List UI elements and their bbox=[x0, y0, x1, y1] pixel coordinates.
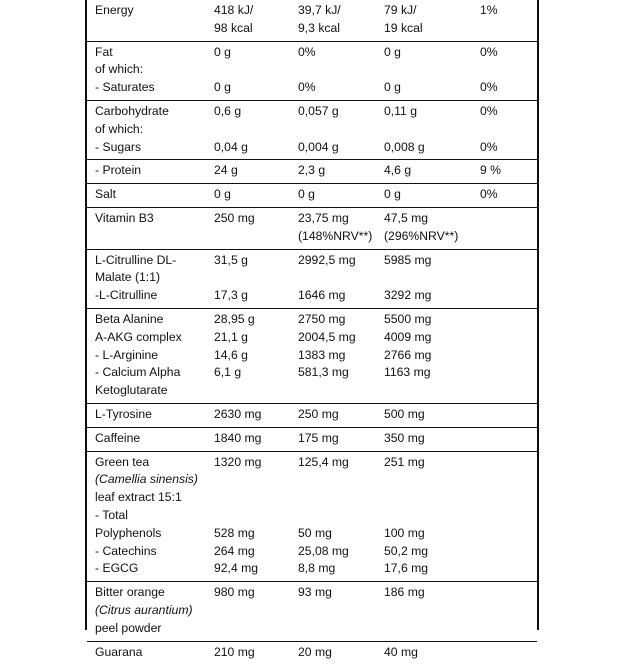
nutrient-name-cell: - Sugars bbox=[87, 139, 214, 157]
nutrient-name-cell: of which: bbox=[87, 61, 214, 79]
value-per-100g-cell: 0,6 g bbox=[214, 103, 298, 121]
nutrient-name-cell bbox=[87, 228, 214, 246]
value-per-serving-cell: 39,7 kJ/ bbox=[298, 2, 384, 20]
reference-intake-cell bbox=[480, 507, 530, 525]
reference-intake-cell bbox=[480, 121, 530, 139]
nutrient-name-cell: - Total bbox=[87, 507, 214, 525]
table-row bbox=[87, 269, 537, 287]
value-per-two-servings-cell bbox=[384, 507, 480, 525]
value-per-two-servings-cell bbox=[384, 620, 480, 638]
table-row bbox=[87, 228, 537, 246]
table-row bbox=[87, 2, 537, 20]
table-row-group bbox=[87, 427, 537, 451]
nutrient-name-cell: Guarana bbox=[87, 644, 214, 662]
value-per-two-servings-cell: (296%NRV**) bbox=[384, 228, 480, 246]
table-row bbox=[87, 139, 537, 157]
table-row-group bbox=[87, 308, 537, 403]
value-per-serving-cell: 8,8 mg bbox=[298, 560, 384, 578]
value-per-serving-cell: 1383 mg bbox=[298, 347, 384, 365]
reference-intake-cell: 0% bbox=[480, 79, 530, 97]
table-row-group bbox=[87, 451, 537, 582]
table-row bbox=[87, 364, 537, 382]
nutrient-name-cell: leaf extract 15:1 bbox=[87, 489, 214, 507]
nutrient-name-cell: Caffeine bbox=[87, 430, 214, 448]
table-row-group bbox=[87, 159, 537, 183]
value-per-serving-cell: 250 mg bbox=[298, 406, 384, 424]
value-per-serving-cell: 0,004 g bbox=[298, 139, 384, 157]
value-per-100g-cell: 0 g bbox=[214, 79, 298, 97]
table-row-group bbox=[87, 207, 537, 249]
reference-intake-cell bbox=[480, 525, 530, 543]
table-row bbox=[87, 79, 537, 97]
nutrient-name-cell: - L-Arginine bbox=[87, 347, 214, 365]
value-per-two-servings-cell: 0,11 g bbox=[384, 103, 480, 121]
value-per-two-servings-cell: 0 g bbox=[384, 44, 480, 62]
value-per-serving-cell bbox=[298, 61, 384, 79]
value-per-serving-cell: 0% bbox=[298, 79, 384, 97]
table-row bbox=[87, 430, 537, 448]
reference-intake-cell bbox=[480, 364, 530, 382]
table-row bbox=[87, 210, 537, 228]
table-row bbox=[87, 121, 537, 139]
nutrient-name-cell: - Catechins bbox=[87, 543, 214, 561]
value-per-100g-cell: 24 g bbox=[214, 162, 298, 180]
value-per-100g-cell: 21,1 g bbox=[214, 329, 298, 347]
nutrient-name-cell: Green tea bbox=[87, 454, 214, 472]
value-per-100g-cell: 264 mg bbox=[214, 543, 298, 561]
nutrient-name-cell: Bitter orange bbox=[87, 584, 214, 602]
reference-intake-cell bbox=[480, 20, 530, 38]
value-per-two-servings-cell bbox=[384, 61, 480, 79]
table-row bbox=[87, 602, 537, 620]
value-per-100g-cell: 0 g bbox=[214, 44, 298, 62]
reference-intake-cell bbox=[480, 311, 530, 329]
nutrient-name-cell: Energy bbox=[87, 2, 214, 20]
value-per-two-servings-cell: 1163 mg bbox=[384, 364, 480, 382]
reference-intake-cell bbox=[480, 210, 530, 228]
table-row bbox=[87, 347, 537, 365]
value-per-100g-cell bbox=[214, 602, 298, 620]
value-per-100g-cell: 92,4 mg bbox=[214, 560, 298, 578]
table-row bbox=[87, 162, 537, 180]
value-per-two-servings-cell: 50,2 mg bbox=[384, 543, 480, 561]
value-per-100g-cell bbox=[214, 228, 298, 246]
table-row bbox=[87, 525, 537, 543]
value-per-serving-cell bbox=[298, 121, 384, 139]
value-per-two-servings-cell: 500 mg bbox=[384, 406, 480, 424]
nutrient-name-cell: L-Tyrosine bbox=[87, 406, 214, 424]
table-row bbox=[87, 471, 537, 489]
value-per-100g-cell bbox=[214, 471, 298, 489]
value-per-100g-cell: 250 mg bbox=[214, 210, 298, 228]
table-row bbox=[87, 287, 537, 305]
value-per-two-servings-cell: 40 mg bbox=[384, 644, 480, 662]
reference-intake-cell bbox=[480, 382, 530, 400]
table-row-group bbox=[87, 581, 537, 640]
value-per-100g-cell: 0 g bbox=[214, 186, 298, 204]
reference-intake-cell bbox=[480, 287, 530, 305]
value-per-100g-cell bbox=[214, 489, 298, 507]
table-row bbox=[87, 560, 537, 578]
nutrient-name-cell: L-Citrulline DL- bbox=[87, 252, 214, 270]
value-per-two-servings-cell: 251 mg bbox=[384, 454, 480, 472]
nutrient-name-cell bbox=[87, 20, 214, 38]
value-per-two-servings-cell: 79 kJ/ bbox=[384, 2, 480, 20]
value-per-100g-cell bbox=[214, 507, 298, 525]
table-row bbox=[87, 454, 537, 472]
value-per-two-servings-cell bbox=[384, 382, 480, 400]
nutrient-name-cell: (Citrus aurantium) bbox=[87, 602, 214, 620]
reference-intake-cell bbox=[480, 347, 530, 365]
value-per-serving-cell: 2,3 g bbox=[298, 162, 384, 180]
value-per-two-servings-cell: 17,6 mg bbox=[384, 560, 480, 578]
value-per-two-servings-cell bbox=[384, 121, 480, 139]
nutrition-table bbox=[85, 0, 539, 630]
reference-intake-cell bbox=[480, 543, 530, 561]
value-per-serving-cell bbox=[298, 471, 384, 489]
nutrient-name-cell: (Camellia sinensis) bbox=[87, 471, 214, 489]
reference-intake-cell bbox=[480, 430, 530, 448]
value-per-two-servings-cell: 5985 mg bbox=[384, 252, 480, 270]
nutrient-name-cell: - EGCG bbox=[87, 560, 214, 578]
nutrient-name-cell: -L-Citrulline bbox=[87, 287, 214, 305]
value-per-serving-cell: 25,08 mg bbox=[298, 543, 384, 561]
value-per-100g-cell bbox=[214, 269, 298, 287]
value-per-100g-cell: 0,04 g bbox=[214, 139, 298, 157]
value-per-serving-cell: 9,3 kcal bbox=[298, 20, 384, 38]
nutrient-name-cell: Polyphenols bbox=[87, 525, 214, 543]
value-per-100g-cell: 17,3 g bbox=[214, 287, 298, 305]
table-row-group bbox=[87, 0, 537, 41]
value-per-two-servings-cell: 2766 mg bbox=[384, 347, 480, 365]
value-per-two-servings-cell bbox=[384, 471, 480, 489]
table-row-group bbox=[87, 403, 537, 427]
value-per-two-servings-cell: 4009 mg bbox=[384, 329, 480, 347]
value-per-serving-cell bbox=[298, 620, 384, 638]
value-per-two-servings-cell: 5500 mg bbox=[384, 311, 480, 329]
value-per-100g-cell: 2630 mg bbox=[214, 406, 298, 424]
nutrient-name-cell: Salt bbox=[87, 186, 214, 204]
reference-intake-cell: 0% bbox=[480, 44, 530, 62]
reference-intake-cell bbox=[480, 61, 530, 79]
table-row bbox=[87, 489, 537, 507]
value-per-100g-cell bbox=[214, 61, 298, 79]
nutrient-name-cell: peel powder bbox=[87, 620, 214, 638]
table-row bbox=[87, 61, 537, 79]
value-per-serving-cell: 0,057 g bbox=[298, 103, 384, 121]
value-per-serving-cell: 2004,5 mg bbox=[298, 329, 384, 347]
value-per-two-servings-cell bbox=[384, 602, 480, 620]
value-per-two-servings-cell: 0 g bbox=[384, 79, 480, 97]
reference-intake-cell: 9 % bbox=[480, 162, 530, 180]
reference-intake-cell bbox=[480, 644, 530, 662]
value-per-serving-cell: 175 mg bbox=[298, 430, 384, 448]
value-per-two-servings-cell bbox=[384, 489, 480, 507]
reference-intake-cell: 0% bbox=[480, 139, 530, 157]
table-row bbox=[87, 543, 537, 561]
table-row-group bbox=[87, 183, 537, 207]
value-per-serving-cell: 50 mg bbox=[298, 525, 384, 543]
value-per-100g-cell: 418 kJ/ bbox=[214, 2, 298, 20]
value-per-100g-cell: 98 kcal bbox=[214, 20, 298, 38]
value-per-100g-cell: 1840 mg bbox=[214, 430, 298, 448]
value-per-serving-cell bbox=[298, 602, 384, 620]
value-per-100g-cell: 28,95 g bbox=[214, 311, 298, 329]
value-per-two-servings-cell: 19 kcal bbox=[384, 20, 480, 38]
reference-intake-cell bbox=[480, 602, 530, 620]
value-per-two-servings-cell: 0,008 g bbox=[384, 139, 480, 157]
reference-intake-cell bbox=[480, 471, 530, 489]
value-per-100g-cell: 6,1 g bbox=[214, 364, 298, 382]
value-per-serving-cell bbox=[298, 507, 384, 525]
value-per-serving-cell: 23,75 mg bbox=[298, 210, 384, 228]
value-per-serving-cell: (148%NRV**) bbox=[298, 228, 384, 246]
value-per-serving-cell: 93 mg bbox=[298, 584, 384, 602]
reference-intake-cell: 1% bbox=[480, 2, 530, 20]
table-row bbox=[87, 311, 537, 329]
value-per-serving-cell: 20 mg bbox=[298, 644, 384, 662]
table-row-group bbox=[87, 641, 537, 664]
value-per-serving-cell: 125,4 mg bbox=[298, 454, 384, 472]
value-per-two-servings-cell: 0 g bbox=[384, 186, 480, 204]
table-row bbox=[87, 584, 537, 602]
table-row-group bbox=[87, 41, 537, 100]
value-per-serving-cell bbox=[298, 489, 384, 507]
table-row bbox=[87, 507, 537, 525]
nutrient-name-cell: Carbohydrate bbox=[87, 103, 214, 121]
value-per-100g-cell: 31,5 g bbox=[214, 252, 298, 270]
table-row bbox=[87, 620, 537, 638]
reference-intake-cell: 0% bbox=[480, 186, 530, 204]
table-row bbox=[87, 44, 537, 62]
nutrient-name-cell: - Calcium Alpha bbox=[87, 364, 214, 382]
value-per-100g-cell: 980 mg bbox=[214, 584, 298, 602]
value-per-100g-cell: 210 mg bbox=[214, 644, 298, 662]
value-per-two-servings-cell bbox=[384, 269, 480, 287]
value-per-100g-cell bbox=[214, 121, 298, 139]
table-row bbox=[87, 644, 537, 662]
reference-intake-cell bbox=[480, 252, 530, 270]
nutrient-name-cell: Fat bbox=[87, 44, 214, 62]
value-per-100g-cell: 1320 mg bbox=[214, 454, 298, 472]
value-per-serving-cell bbox=[298, 269, 384, 287]
table-row bbox=[87, 406, 537, 424]
value-per-serving-cell: 2992,5 mg bbox=[298, 252, 384, 270]
table-row bbox=[87, 103, 537, 121]
value-per-serving-cell: 1646 mg bbox=[298, 287, 384, 305]
value-per-two-servings-cell: 186 mg bbox=[384, 584, 480, 602]
value-per-two-servings-cell: 3292 mg bbox=[384, 287, 480, 305]
nutrient-name-cell: Ketoglutarate bbox=[87, 382, 214, 400]
table-row bbox=[87, 252, 537, 270]
value-per-100g-cell bbox=[214, 382, 298, 400]
value-per-two-servings-cell: 4,6 g bbox=[384, 162, 480, 180]
value-per-two-servings-cell: 350 mg bbox=[384, 430, 480, 448]
table-row bbox=[87, 186, 537, 204]
value-per-100g-cell bbox=[214, 620, 298, 638]
reference-intake-cell bbox=[480, 406, 530, 424]
value-per-100g-cell: 528 mg bbox=[214, 525, 298, 543]
value-per-serving-cell: 0 g bbox=[298, 186, 384, 204]
table-row bbox=[87, 20, 537, 38]
nutrient-name-cell: Beta Alanine bbox=[87, 311, 214, 329]
reference-intake-cell: 0% bbox=[480, 103, 530, 121]
nutrient-name-cell: - Saturates bbox=[87, 79, 214, 97]
nutrient-name-cell: - Protein bbox=[87, 162, 214, 180]
nutrient-name-cell: of which: bbox=[87, 121, 214, 139]
table-row-group bbox=[87, 100, 537, 159]
reference-intake-cell bbox=[480, 620, 530, 638]
value-per-serving-cell: 0% bbox=[298, 44, 384, 62]
nutrient-name-cell: A-AKG complex bbox=[87, 329, 214, 347]
reference-intake-cell bbox=[480, 560, 530, 578]
value-per-two-servings-cell: 100 mg bbox=[384, 525, 480, 543]
table-row bbox=[87, 329, 537, 347]
value-per-serving-cell: 581,3 mg bbox=[298, 364, 384, 382]
nutrient-name-cell: Vitamin B3 bbox=[87, 210, 214, 228]
value-per-100g-cell: 14,6 g bbox=[214, 347, 298, 365]
value-per-serving-cell: 2750 mg bbox=[298, 311, 384, 329]
nutrient-name-cell: Malate (1:1) bbox=[87, 269, 214, 287]
value-per-serving-cell bbox=[298, 382, 384, 400]
reference-intake-cell bbox=[480, 454, 530, 472]
table-row bbox=[87, 382, 537, 400]
reference-intake-cell bbox=[480, 329, 530, 347]
value-per-two-servings-cell: 47,5 mg bbox=[384, 210, 480, 228]
reference-intake-cell bbox=[480, 489, 530, 507]
reference-intake-cell bbox=[480, 269, 530, 287]
table-row-group bbox=[87, 249, 537, 308]
reference-intake-cell bbox=[480, 584, 530, 602]
reference-intake-cell bbox=[480, 228, 530, 246]
